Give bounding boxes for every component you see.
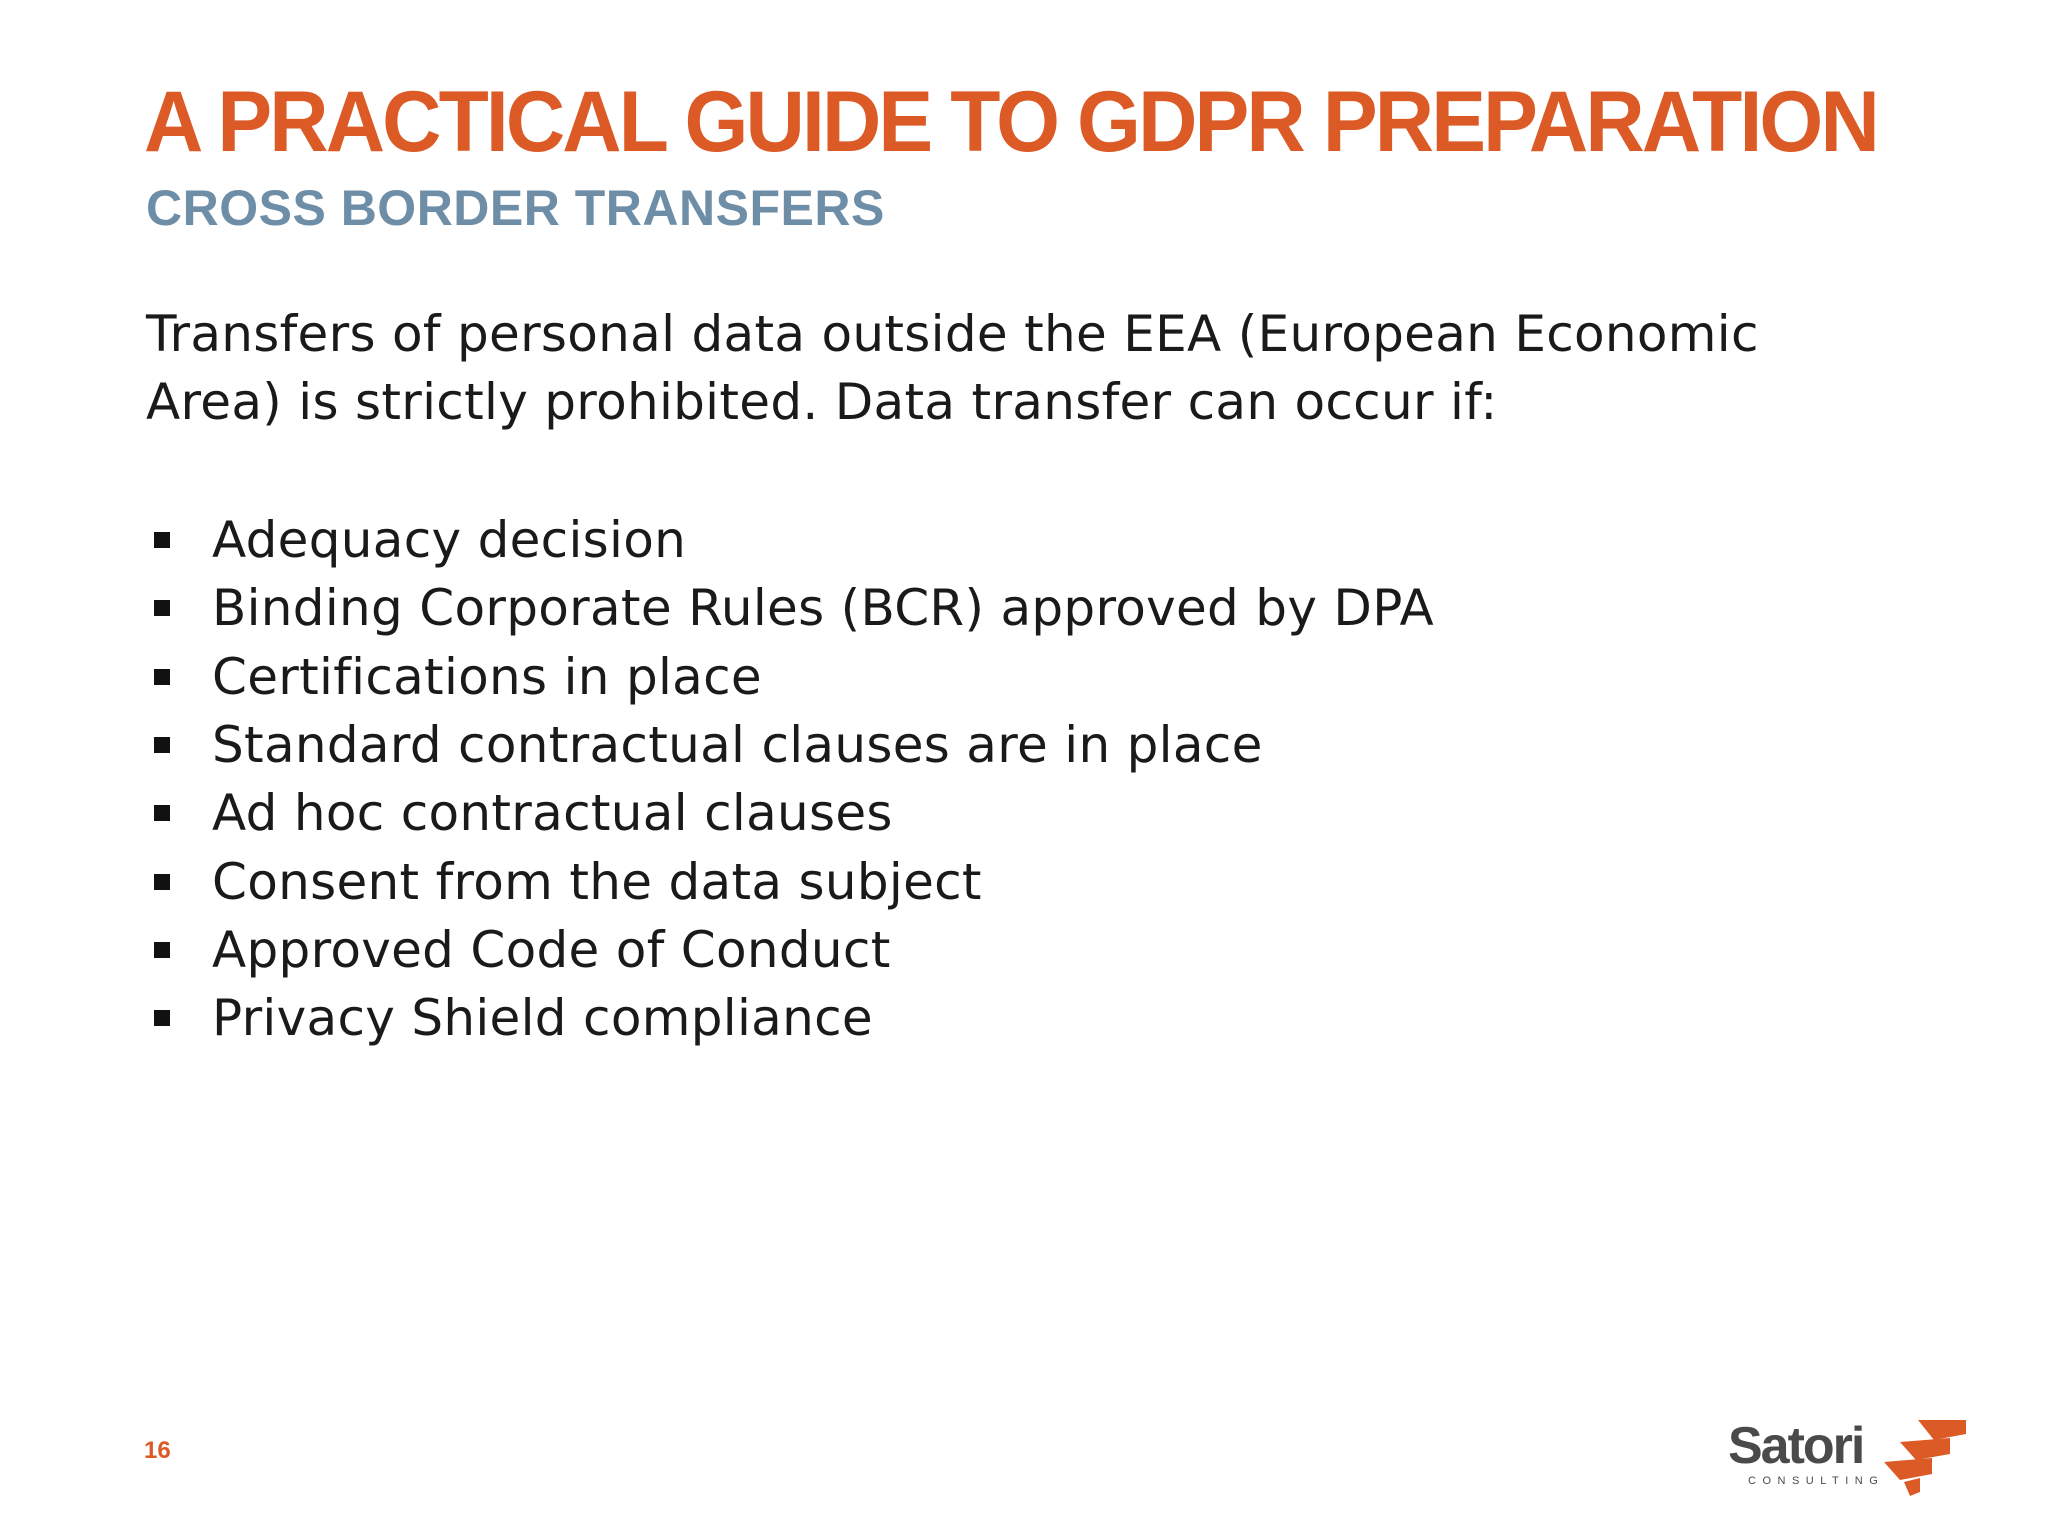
logo-stripes-icon: [1880, 1416, 1966, 1496]
list-item-text: Approved Code of Conduct: [212, 920, 891, 979]
logo-tagline: CONSULTING: [1748, 1475, 1885, 1487]
list-item-text: Binding Corporate Rules (BCR) approved by DPA: [212, 579, 1434, 638]
slide-subtitle: CROSS BORDER TRANSFERS: [146, 180, 885, 236]
list-item: [146, 711, 1434, 779]
square-bullet-icon: [154, 1010, 170, 1026]
square-bullet-icon: [154, 805, 170, 821]
list-item-text: Privacy Shield compliance: [212, 989, 873, 1048]
company-logo: [1728, 1416, 1968, 1496]
bullet-list: [146, 506, 1434, 1052]
square-bullet-icon: [154, 600, 170, 616]
square-bullet-icon: [154, 532, 170, 548]
list-item: [146, 916, 1434, 984]
slide-title: A PRACTICAL GUIDE TO GDPR PREPARATION: [144, 74, 1877, 170]
list-item: [146, 779, 1434, 847]
list-item: [146, 506, 1434, 574]
logo-stripe: [1904, 1478, 1920, 1496]
square-bullet-icon: [154, 942, 170, 958]
list-item: [146, 574, 1434, 642]
logo-wordmark: Satori: [1728, 1417, 1864, 1475]
list-item-text: Adequacy decision: [212, 511, 687, 570]
list-item-text: Certifications in place: [212, 647, 762, 706]
list-item-text: Consent from the data subject: [212, 852, 982, 911]
list-item: [146, 984, 1434, 1052]
square-bullet-icon: [154, 737, 170, 753]
page-number: 16: [144, 1437, 171, 1464]
list-item: [146, 643, 1434, 711]
intro-paragraph: Transfers of personal data outside the EEA (European Economic Area) is strictly prohibited. Data transfer can occur if:: [146, 305, 1759, 431]
list-item-text: Standard contractual clauses are in place: [212, 716, 1263, 775]
list-item: [146, 847, 1434, 915]
list-item-text: Ad hoc contractual clauses: [212, 784, 893, 843]
square-bullet-icon: [154, 669, 170, 685]
logo-stripe: [1918, 1420, 1966, 1440]
logo-stripe: [1900, 1438, 1950, 1460]
square-bullet-icon: [154, 874, 170, 890]
logo-stripe: [1884, 1458, 1932, 1480]
